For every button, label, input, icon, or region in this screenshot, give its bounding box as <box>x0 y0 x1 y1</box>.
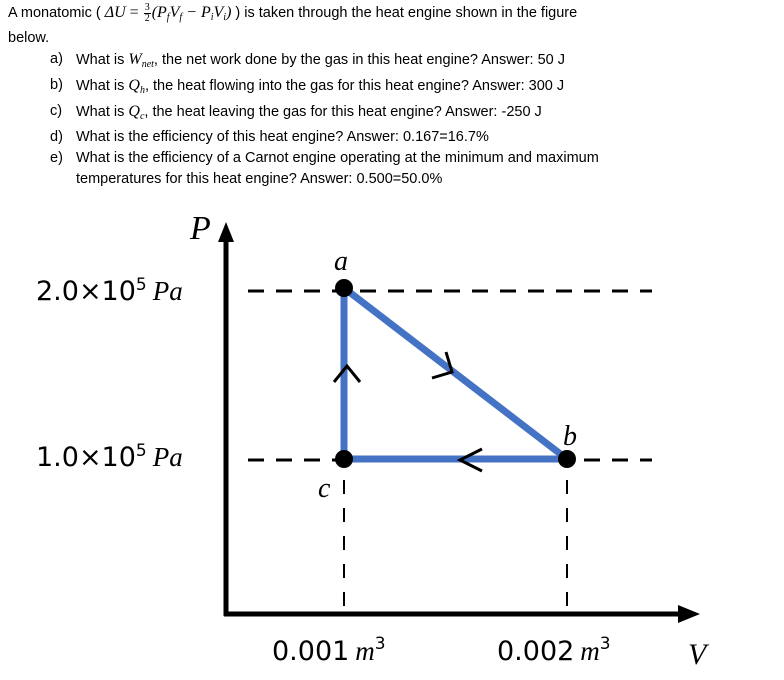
state-point-a <box>335 279 353 297</box>
state-point-b <box>558 450 576 468</box>
pressure-axis-arrow <box>218 222 234 242</box>
intro-line-2: below. <box>8 30 50 46</box>
p-high-tick-label: $2.0\times 10^5$ Pa <box>36 275 183 307</box>
intro-text-start: A monatomic ( <box>8 5 105 21</box>
state-point-c <box>335 450 353 468</box>
pressure-axis-label: P <box>190 210 211 247</box>
volume-axis-label: V <box>688 638 707 671</box>
segment-a-to-b <box>344 288 567 459</box>
v-high-tick-label: 0.002 $m^3$ <box>497 634 611 667</box>
question-item: d) What is the efficiency of this heat engine? Answer: 0.167=16.7% <box>50 129 489 145</box>
question-item: a) What is $W_{net}$, the net work done by the gas in this heat engine? Answer: 50 J <box>50 51 566 70</box>
point-c-label: c <box>318 473 331 504</box>
internal-energy-formula: ΔU = $\frac{3}{2}$ $(P_fV_f - P_iV_i)$ <box>104 1 232 24</box>
point-a-label: a <box>334 246 348 277</box>
p-low-tick-label: $1.0\times 10^5$ Pa <box>36 441 183 473</box>
question-item: e) What is the efficiency of a Carnot engine operating at the minimum and maximum temperatures for this heat engine? Answer: 0.500=50.0% <box>50 150 599 187</box>
intro-text-end: ) is taken through the heat engine shown in the figure <box>231 5 578 21</box>
point-b-label: b <box>563 421 577 452</box>
v-low-tick-label: 0.001 $m^3$ <box>272 634 386 667</box>
cycle-path <box>344 288 567 459</box>
three-halves-fraction: $\frac{3}{2}$ <box>144 1 150 24</box>
question-item: b) What is $Q_h$, the heat flowing into the gas for this heat engine? Answer: 300 J <box>50 77 565 96</box>
volume-axis-arrow <box>678 605 700 623</box>
question-item: c) What is $Q_c$, the heat leaving the gas for this heat engine? Answer: -250 J <box>50 103 542 122</box>
